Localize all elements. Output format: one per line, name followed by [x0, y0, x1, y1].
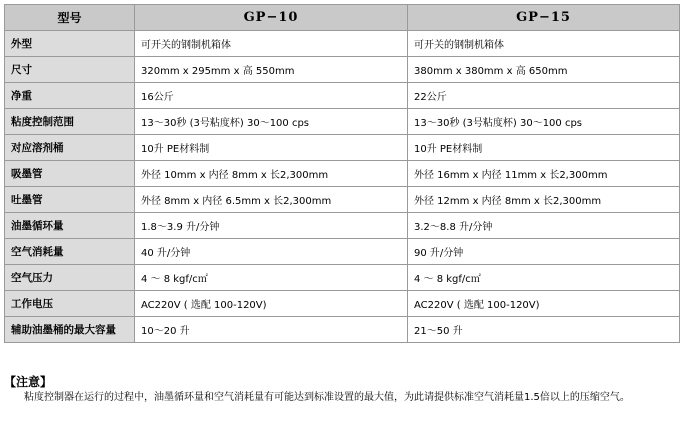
row-label: 吐墨管: [5, 187, 135, 213]
gp15-value: 380mm x 380mm x 高 650mm: [408, 57, 680, 83]
row-label: 空气压力: [5, 265, 135, 291]
note-title: 【注意】: [4, 375, 53, 389]
table-row: [5, 265, 680, 291]
row-label: 吸墨管: [5, 161, 135, 187]
table-row: [5, 109, 680, 135]
row-label: 粘度控制范围: [5, 109, 135, 135]
gp10-value: 可开关的钢制机箱体: [135, 31, 408, 57]
row-label: 尺寸: [5, 57, 135, 83]
gp15-value: 22公斤: [408, 83, 680, 109]
gp15-value: 21～50 升: [408, 317, 680, 343]
gp10-value: 4 ～ 8 kgf/c㎡: [135, 265, 408, 291]
row-label: 外型: [5, 31, 135, 57]
gp15-value: 4 ～ 8 kgf/c㎡: [408, 265, 680, 291]
spec-table-body: [5, 31, 680, 343]
gp10-value: 10～20 升: [135, 317, 408, 343]
table-row: [5, 239, 680, 265]
row-label: 工作电压: [5, 291, 135, 317]
table-row: [5, 57, 680, 83]
header-label-model-type: 型号: [5, 5, 135, 31]
gp15-value: 可开关的钢制机箱体: [408, 31, 680, 57]
header-model-gp15: GP−15: [408, 5, 680, 31]
header-model-gp10: GP−10: [135, 5, 408, 31]
gp15-value: 10升 PE材料制: [408, 135, 680, 161]
gp15-value: 外径 16mm x 内径 11mm x 长2,300mm: [408, 161, 680, 187]
gp15-value: 外径 12mm x 内径 8mm x 长2,300mm: [408, 187, 680, 213]
gp15-value: 13～30秒 (3号粘度杯) 30～100 cps: [408, 109, 680, 135]
table-row: [5, 291, 680, 317]
row-label: 辅助油墨桶的最大容量: [5, 317, 135, 343]
table-row: [5, 31, 680, 57]
gp10-value: 外径 8mm x 内径 6.5mm x 长2,300mm: [135, 187, 408, 213]
gp15-value: 3.2～8.8 升/分钟: [408, 213, 680, 239]
table-row: [5, 187, 680, 213]
table-row: [5, 161, 680, 187]
spec-table: [4, 4, 680, 343]
gp10-value: 10升 PE材料制: [135, 135, 408, 161]
gp10-value: 13～30秒 (3号粘度杯) 30～100 cps: [135, 109, 408, 135]
gp10-value: 16公斤: [135, 83, 408, 109]
note-section: [4, 374, 679, 406]
row-label: 对应溶剂桶: [5, 135, 135, 161]
note-body: 粘度控制器在运行的过程中，油墨循环量和空气消耗量有可能达到标准设置的最大值，为此请提供标准空气消耗量1.5倍以上的压缩空气。: [24, 392, 630, 403]
table-row: [5, 83, 680, 109]
row-label: 油墨循环量: [5, 213, 135, 239]
table-row: [5, 317, 680, 343]
gp10-value: 1.8～3.9 升/分钟: [135, 213, 408, 239]
gp15-value: AC220V ( 选配 100-120V): [408, 291, 680, 317]
gp10-value: 外径 10mm x 内径 8mm x 长2,300mm: [135, 161, 408, 187]
gp10-value: 40 升/分钟: [135, 239, 408, 265]
table-row: [5, 213, 680, 239]
row-label: 空气消耗量: [5, 239, 135, 265]
table-header-row: [5, 5, 680, 31]
gp10-value: AC220V ( 选配 100-120V): [135, 291, 408, 317]
table-row: [5, 135, 680, 161]
gp15-value: 90 升/分钟: [408, 239, 680, 265]
gp10-value: 320mm x 295mm x 高 550mm: [135, 57, 408, 83]
row-label: 净重: [5, 83, 135, 109]
